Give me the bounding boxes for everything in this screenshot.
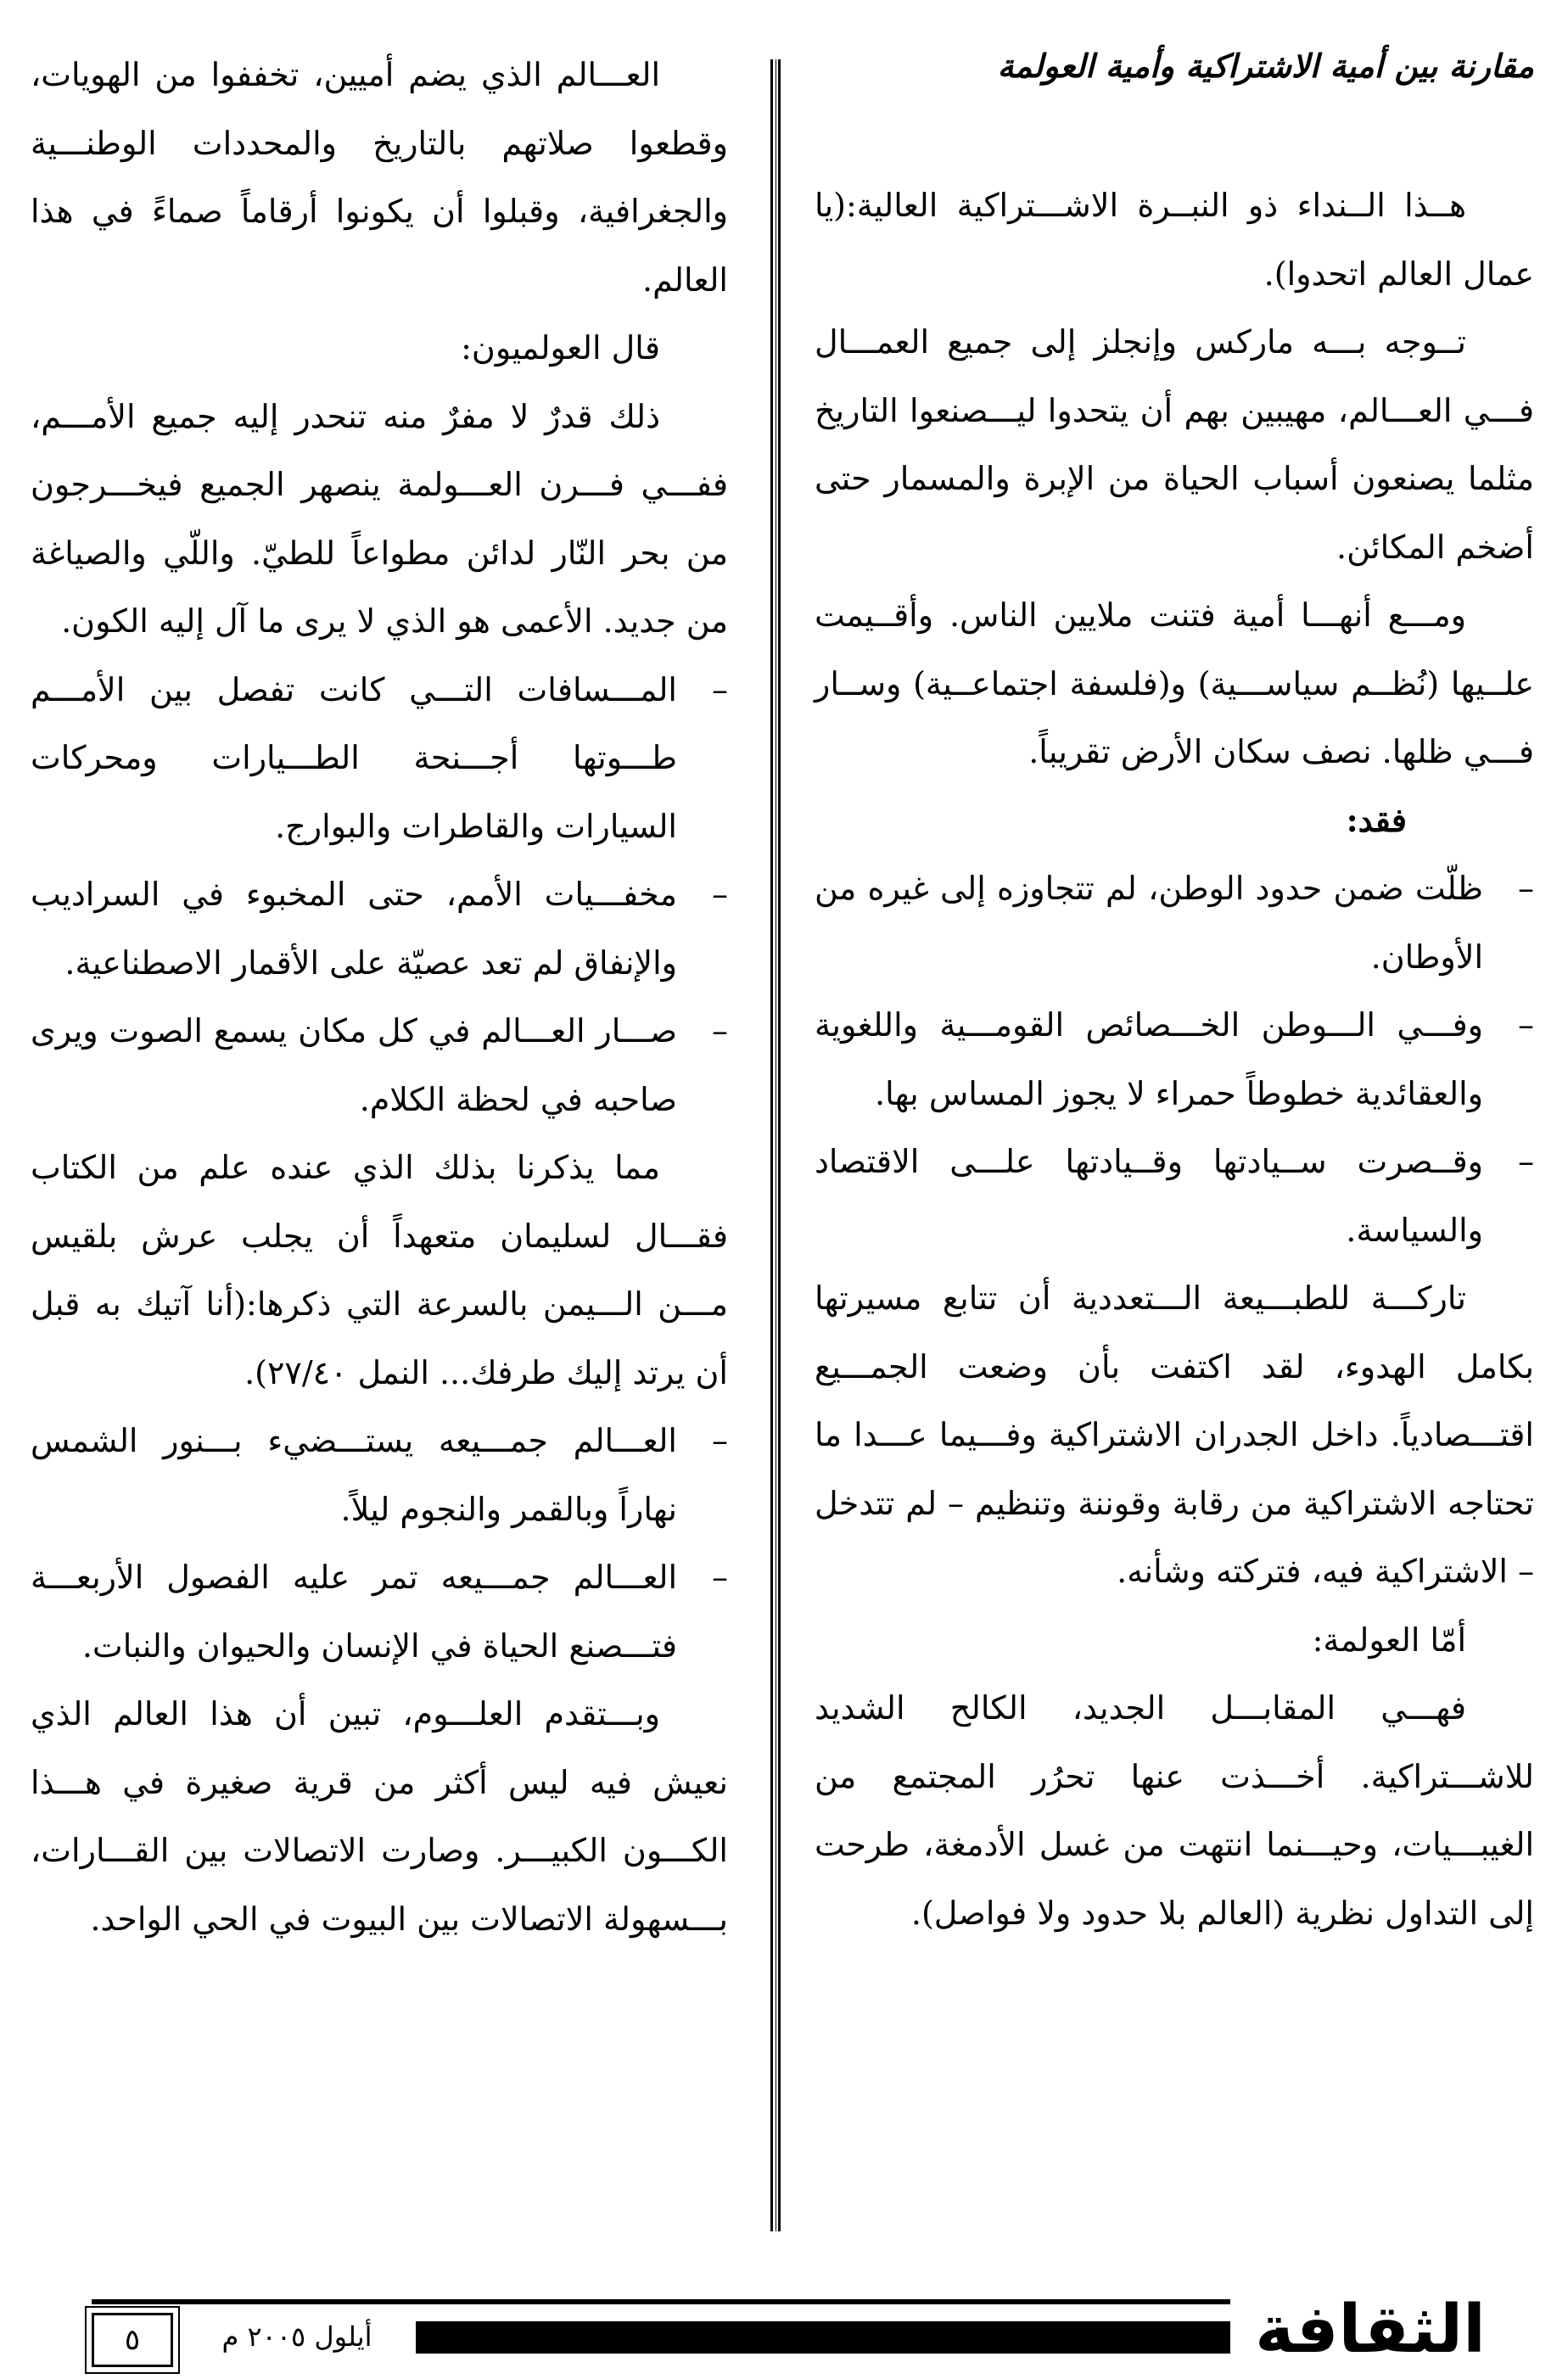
bullet-item — [815, 854, 1534, 991]
bullet-text: مخفـــيات الأمم، حتى المخبوء في السراديب والإنفاق لم تعد عصيّة على الأقمار الاصطناعية. — [31, 876, 677, 982]
dash-marker: – — [1518, 1143, 1534, 1180]
paragraph: فهـــي المقابـــل الجديد، الكالح الشديد للاشـــتراكية. أخـــذت عنها تحرُر المجتمع من الغيبـــيات، وحيـــنما انتهت من غسل الأدمغة، طرحت إلى التداول نظرية (العالم بلا حدود ولا فواصل). — [815, 1689, 1534, 1932]
column-divider — [770, 59, 781, 2231]
issue-date: أيلول ٢٠٠٥ م — [221, 2320, 372, 2353]
bullet-text: العـــالم جمـــيعه يستـــضيء بـــنور الشمس نهاراً وبالقمر والنجوم ليلاً. — [31, 1422, 677, 1528]
running-title: مقارنة بين أمية الاشتراكية وأمية العولمة — [997, 47, 1534, 85]
paragraph: مما يذكرنا بذلك الذي عنده علم من الكتاب فقـــال لسليمان متعهداً أن يجلب عرش بلقيس مـــن الـــيمن بالسرعة التي ذكرها:(أنا آتيك به قبل أن يرتد إليك طرفك... النمل ٢٧/٤٠). — [31, 1149, 728, 1391]
paragraph: العـــالم الذي يضم أميين، تخففوا من الهويات، وقطعوا صلاتهم بالتاريخ والمحددات الوطنـــية والجغرافية، وقبلوا أن يكونوا أرقاماً صماءً في هذا العالم. — [31, 56, 728, 299]
section-lead: أمّا العولمة: — [1312, 1621, 1466, 1659]
dash-marker: – — [712, 1422, 728, 1459]
bullet-item — [31, 1407, 728, 1543]
dash-marker: – — [712, 670, 728, 708]
paragraph: ذلك قدرٌ لا مفرٌ منه تنحدر إليه جميع الأمـــم، ففـــي فـــرن العـــولمة ينصهر الجميع فيخـــرجون من بحر النّار لدائن مطواعاً للطيّ. واللّي والصياغة من جديد. الأعمى هو الذي لا يرى ما آل إليه الكون. — [31, 397, 728, 640]
paragraph: وبـــتقدم العلـــوم، تبين أن هذا العالم الذي نعيش فيه ليس أكثر من قرية صغيرة في هـــذا الكـــون الكبيـــر. وصارت الاتصالات بين القـــارات، بـــسهولة الاتصالات بين البيوت في الحي الواحد. — [31, 1695, 728, 1938]
bullet-item — [31, 656, 728, 861]
bullet-item — [31, 997, 728, 1134]
bullet-text: وفـــي الـــوطن الخـــصائص القومـــية واللغوية والعقائدية خطوطاً حمراء لا يجوز المساس بها. — [815, 1006, 1483, 1112]
left-column — [31, 41, 728, 1953]
section-lead: فقد: — [1346, 800, 1407, 839]
section-lead: قال العولميون: — [461, 329, 660, 367]
bullet-text: وقــصرت ســيادتها وقــيادتها علـــى الاقتصاد والسياسة. — [815, 1143, 1483, 1249]
dash-marker: – — [1518, 1006, 1534, 1044]
dash-marker: – — [712, 1559, 728, 1596]
paragraph: هــذا الــنداء ذو النبــرة الاشـــتراكية العالية:(يا عمال العالم اتحدوا). — [815, 187, 1534, 293]
paragraph: تاركـــة للطبـــيعة الـــتعددية أن تتابع مسيرتها بكامل الهدوء، لقد اكتفت بأن وضعت الجمـــيع اقتـــصادياً. داخل الجدران الاشتراكية وفـــيما عـــدا ما تحتاجه الاشتراكية من رقابة وقوننة وتنظيم – لم تتدخل – الاشتراكية فيه، فتركته وشأنه. — [815, 1279, 1534, 1590]
bullet-text: صـــار العـــالم في كل مكان يسمع الصوت ويرى صاحبه في لحظة الكلام. — [31, 1012, 677, 1118]
page-number: ٥ — [92, 2313, 173, 2367]
dash-marker: – — [712, 1012, 728, 1050]
dash-marker: – — [1518, 870, 1534, 907]
page-footer — [0, 2274, 1568, 2379]
bullet-text: ظلّت ضمن حدود الوطن، لم تتجاوزه إلى غيره من الأوطان. — [815, 870, 1483, 976]
magazine-logo: الثقافة — [1230, 2289, 1510, 2371]
bullet-item — [815, 991, 1534, 1128]
right-column — [815, 41, 1534, 1947]
bullet-item — [31, 1543, 728, 1680]
dash-marker: – — [712, 876, 728, 913]
paragraph: ومـــع أنهـــا أمية فتنت ملايين الناس. وأقــيمت علــيها (نُظــم سياســـية) و(فلسفة اجتماعــية) وســار فـــي ظلها. نصف سكان الأرض تقريباً. — [815, 596, 1534, 770]
paragraph: تــوجه بـــه ماركس وإنجلز إلى جميع العمـــال فـــي العـــالم، مهيبين بهم أن يتحدوا ليـــصنعوا التاريخ مثلما يصنعون أسباب الحياة من الإبرة والمسمار حتى أضخم المكائن. — [815, 323, 1534, 566]
bullet-text: المـــسافات التـــي كانت تفصل بين الأمـــم طـــوتها أجـــنحة الطـــيارات ومحركات السيارات والقاطرات والبوارج. — [31, 670, 677, 845]
bullet-text: العـــالم جمـــيعه تمر عليه الفصول الأربعـــة فتـــصنع الحياة في الإنسان والحيوان والنبات. — [31, 1559, 677, 1665]
bullet-item — [31, 860, 728, 997]
bullet-item — [815, 1128, 1534, 1264]
